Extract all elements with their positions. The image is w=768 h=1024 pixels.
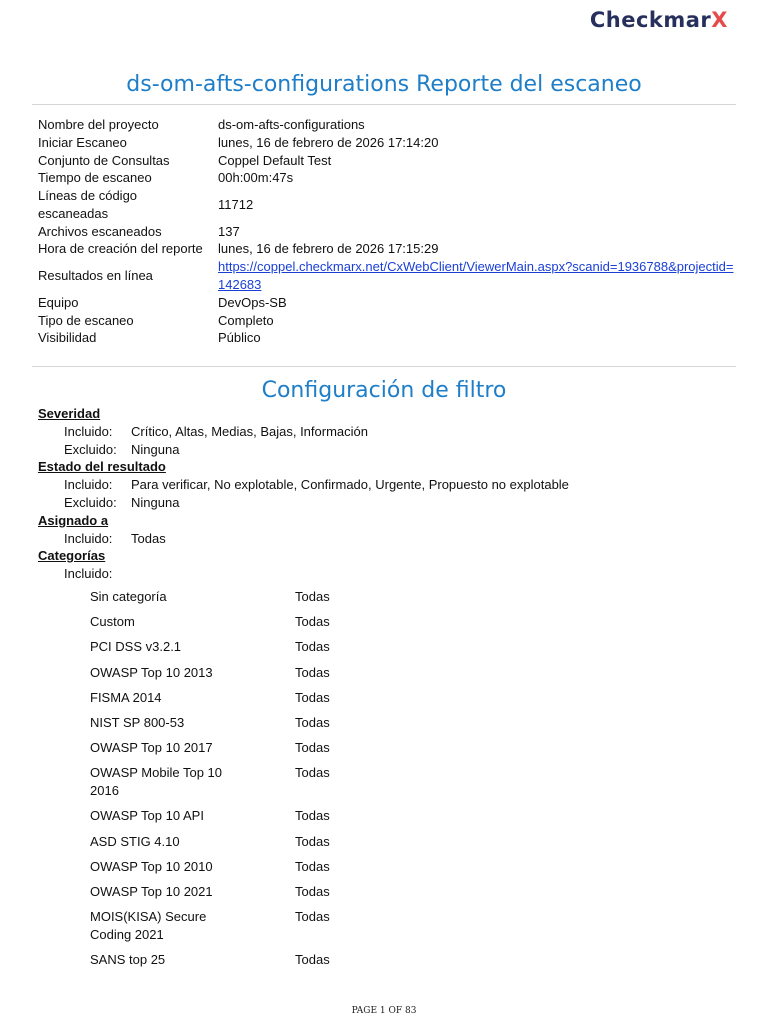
category-name: OWASP Top 10 2017 — [90, 740, 213, 756]
list-item — [90, 951, 490, 976]
list-item — [90, 858, 490, 883]
checkmarx-logo — [590, 8, 728, 32]
filter-config-title: Configuración de filtro — [261, 378, 507, 403]
info-row-team — [38, 294, 738, 312]
info-label: Equipo — [38, 294, 79, 310]
info-value: ds-om-afts-configurations — [218, 117, 365, 132]
filter-config — [38, 405, 738, 583]
result-state-included-value: Para verificar, No explotable, Confirmado, Urgente, Propuesto no explotable — [131, 477, 569, 493]
info-row-files-scanned — [38, 223, 738, 241]
category-value: Todas — [295, 689, 330, 705]
list-item — [90, 833, 490, 858]
info-row-report-time — [38, 240, 738, 258]
assigned-included-row — [38, 530, 738, 548]
info-row-lines-scanned — [38, 187, 738, 223]
category-name: PCI DSS v3.2.1 — [90, 639, 182, 655]
assigned-heading: Asignado a — [38, 512, 109, 528]
report-title: ds-om-afts-configurations Reporte del escaneo — [126, 72, 642, 97]
category-name: OWASP Top 10 2021 — [90, 883, 213, 899]
info-label: Tiempo de escaneo — [38, 170, 152, 186]
category-name: FISMA 2014 — [90, 689, 162, 705]
category-value: Todas — [295, 714, 330, 730]
category-value: Todas — [295, 883, 330, 899]
category-name: OWASP Top 10 2010 — [90, 858, 213, 874]
info-value: Completo — [218, 312, 274, 328]
excluded-label: Excluido: — [64, 441, 117, 457]
info-label: Iniciar Escaneo — [38, 134, 127, 150]
category-value: Todas — [295, 614, 330, 630]
info-value: lunes, 16 de febrero de 2026 17:15:29 — [218, 241, 439, 257]
scan-info-table — [38, 116, 738, 347]
list-item — [90, 908, 490, 951]
category-value: Todas — [295, 952, 330, 968]
title-divider — [32, 104, 736, 105]
category-value: Todas — [295, 589, 330, 604]
info-label: Hora de creación del reporte — [38, 241, 203, 257]
severity-excluded-value: Ninguna — [131, 441, 180, 457]
category-value: Todas — [295, 639, 330, 655]
categories-included-row — [38, 565, 738, 583]
result-state-included-row — [38, 476, 738, 494]
result-state-excluded-value: Ninguna — [131, 494, 180, 510]
info-value: Coppel Default Test — [218, 152, 332, 168]
list-item — [90, 588, 490, 613]
info-label: Visibilidad — [38, 330, 97, 346]
category-value: Todas — [295, 765, 330, 781]
info-value: 11712 — [218, 197, 254, 213]
category-name: MOIS(KISA) Secure Coding 2021 — [90, 909, 207, 942]
included-label: Incluido: — [64, 477, 113, 493]
list-item — [90, 714, 490, 739]
category-name: OWASP Mobile Top 10 2016 — [90, 765, 222, 798]
list-item — [90, 638, 490, 663]
info-label: Líneas de código escaneadas — [38, 188, 138, 221]
category-value: Todas — [295, 664, 330, 680]
excluded-label: Excluido: — [64, 494, 117, 510]
included-label: Incluido: — [64, 530, 113, 546]
included-label: Incluido: — [64, 566, 113, 582]
category-name: SANS top 25 — [90, 952, 166, 968]
category-value: Todas — [295, 858, 330, 874]
info-label: Nombre del proyecto — [38, 117, 159, 132]
category-value: Todas — [295, 808, 330, 824]
result-state-heading: Estado del resultado — [38, 459, 166, 475]
category-value: Todas — [295, 833, 330, 849]
categories-list — [90, 588, 490, 976]
info-value: lunes, 16 de febrero de 2026 17:14:20 — [218, 134, 439, 150]
info-row-scan-start — [38, 134, 738, 152]
list-item — [90, 689, 490, 714]
section-divider — [32, 366, 736, 367]
info-label: Archivos escaneados — [38, 223, 162, 239]
info-row-online-results — [38, 258, 738, 294]
list-item — [90, 613, 490, 638]
categories-heading: Categorías — [38, 548, 106, 564]
info-row-scan-type — [38, 312, 738, 330]
info-label: Conjunto de Consultas — [38, 152, 170, 168]
included-label: Incluido: — [64, 423, 113, 439]
category-name: OWASP Top 10 API — [90, 808, 204, 824]
info-value: 00h:00m:47s — [218, 170, 294, 186]
info-value: DevOps-SB — [218, 294, 287, 310]
category-value: Todas — [295, 909, 330, 925]
info-label: Tipo de escaneo — [38, 312, 134, 328]
category-name: Sin categoría — [90, 589, 167, 604]
severity-included-row — [38, 423, 738, 441]
info-value: Público — [218, 330, 261, 346]
online-results-link[interactable]: https://coppel.checkmarx.net/CxWebClient/ViewerMain.aspx?scanid=1936788&projectid=142683 — [218, 259, 734, 293]
severity-excluded-row — [38, 441, 738, 459]
info-row-visibility — [38, 329, 738, 347]
severity-included-value: Crítico, Altas, Medias, Bajas, Información — [131, 423, 368, 439]
info-row-project-name — [38, 116, 738, 134]
category-name: Custom — [90, 614, 135, 630]
info-row-query-set — [38, 152, 738, 170]
page-footer: PAGE 1 OF 83 — [351, 1006, 417, 1016]
logo-text: Checkmar — [589, 8, 712, 32]
info-row-scan-time — [38, 169, 738, 187]
info-value: 137 — [218, 223, 240, 239]
list-item — [90, 664, 490, 689]
list-item — [90, 883, 490, 908]
list-item — [90, 764, 490, 807]
category-name: NIST SP 800-53 — [90, 714, 185, 730]
result-state-excluded-row — [38, 494, 738, 512]
severity-heading: Severidad — [38, 406, 101, 421]
assigned-included-value: Todas — [131, 530, 166, 546]
category-name: ASD STIG 4.10 — [90, 833, 180, 849]
info-label: Resultados en línea — [38, 268, 153, 284]
list-item — [90, 807, 490, 832]
list-item — [90, 739, 490, 764]
category-value: Todas — [295, 740, 330, 756]
category-name: OWASP Top 10 2013 — [90, 664, 213, 680]
logo-x-mark: X — [711, 8, 728, 32]
